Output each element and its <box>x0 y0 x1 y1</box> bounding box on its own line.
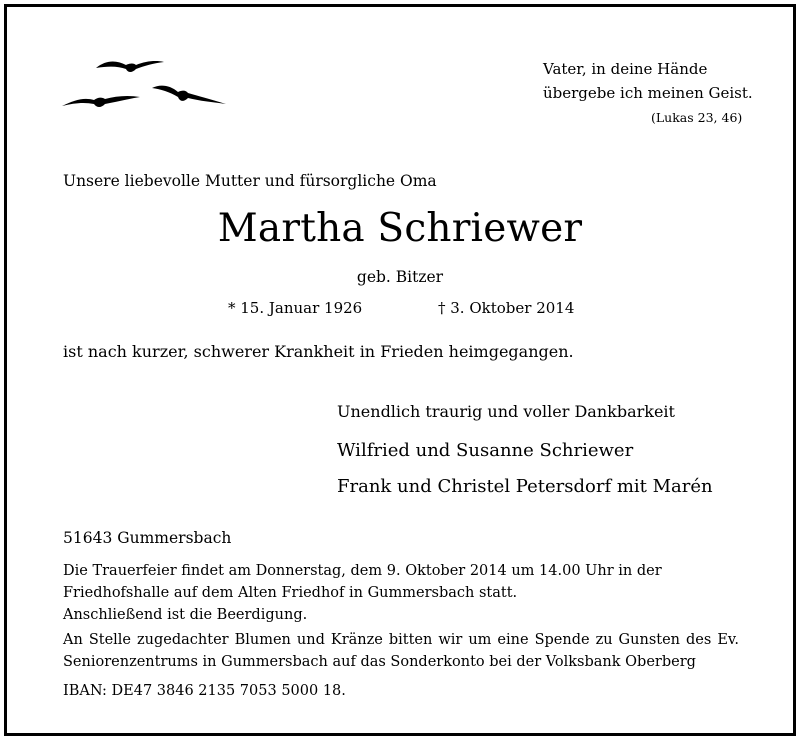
burial-text: Anschließend ist die Beerdigung. <box>63 607 308 623</box>
verse-line-2: übergebe ich meinen Geist. <box>543 84 753 102</box>
city-line: 51643 Gummersbach <box>63 529 232 547</box>
donation-text: An Stelle zugedachter Blumen und Kränze bitten wir um eine Spende zu Gunsten des Ev. Seniorenzentrums in Gummersbach auf das Sonderkonto bei der Volksbank Oberberg <box>63 632 739 670</box>
verse-reference: (Lukas 23, 46) <box>651 110 743 125</box>
grief-text: Unendlich traurig und voller Dankbarkeit <box>337 402 675 421</box>
maiden-name: geb. Bitzer <box>356 268 444 286</box>
birth-date: * 15. Januar 1926 <box>228 299 363 317</box>
passing-text: ist nach kurzer, schwerer Krankheit in Frieden heimgegangen. <box>63 342 574 361</box>
funeral-service-text: Die Trauerfeier findet am Donnerstag, dem 9. Oktober 2014 um 14.00 Uhr in der Friedhofshalle auf dem Alten Friedhof in Gummersbach statt. <box>63 563 662 601</box>
mourner-name: Wilfried und Susanne Schriewer <box>337 440 634 461</box>
verse-line-1: Vater, in deine Hände <box>543 60 708 78</box>
intro-text: Unsere liebevolle Mutter und fürsorgliche Oma <box>63 172 437 190</box>
bible-verse <box>543 57 753 105</box>
flying-birds-icon <box>60 56 230 112</box>
iban-line: IBAN: DE47 3846 2135 7053 5000 18. <box>63 683 346 699</box>
deceased-name: Martha Schriewer <box>217 206 583 251</box>
mourner-name: Frank und Christel Petersdorf mit Marén <box>337 476 713 497</box>
death-date: † 3. Oktober 2014 <box>438 299 575 317</box>
